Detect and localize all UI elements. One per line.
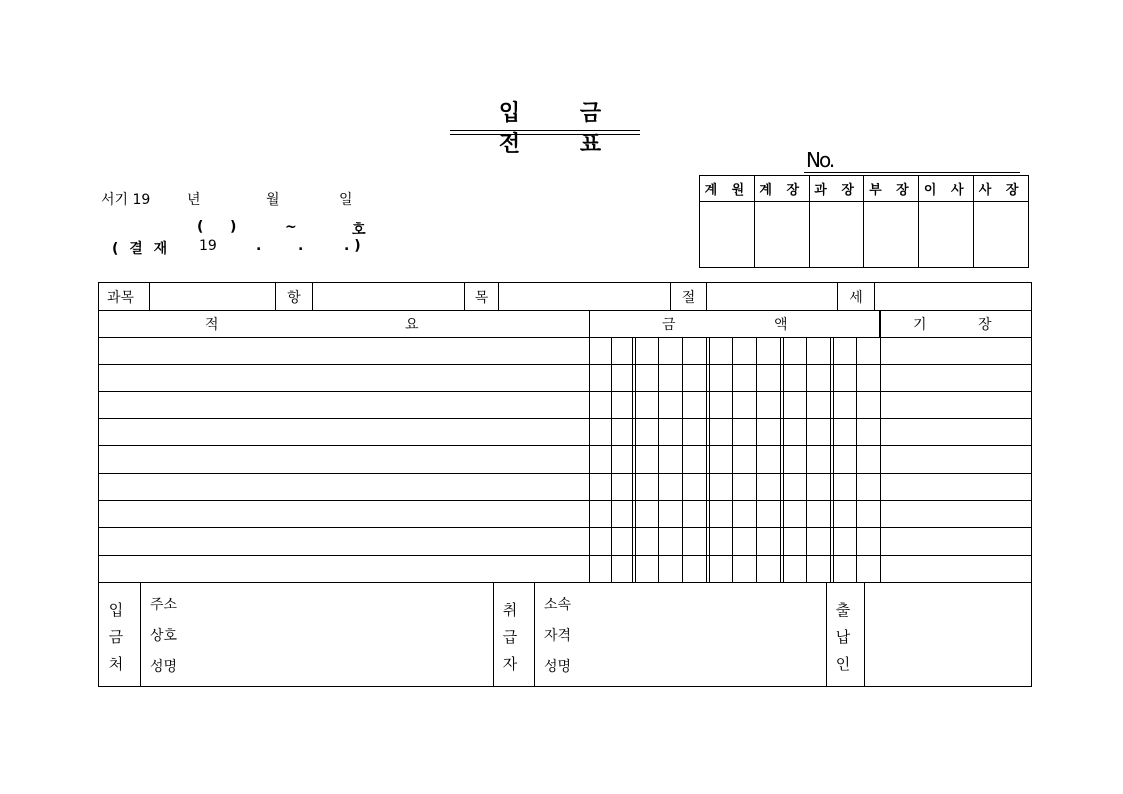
voucher-form (98, 282, 1032, 687)
summary-amount-divider (589, 310, 590, 583)
title-underline-bottom (450, 134, 640, 135)
handler-affiliation-label: 소속 (544, 597, 572, 613)
summary-header-yo: 요 (405, 316, 419, 333)
settle-year: 19 (199, 238, 217, 254)
digit-group-divider (709, 337, 710, 583)
approval-stamp-box[interactable] (919, 202, 974, 268)
amount-header (590, 310, 880, 337)
document-title: 입 금 전 표 (498, 101, 628, 157)
se-label: 세 (838, 283, 875, 310)
amount-header-geum: 금 (662, 316, 676, 333)
digit-divider (780, 337, 781, 583)
digit-divider (658, 337, 659, 583)
approval-header-clerk: 계 원 (700, 176, 755, 202)
payer-label-char: 입 (108, 601, 124, 619)
approval-header-president: 사 장 (974, 176, 1029, 202)
jeol-label: 절 (671, 283, 707, 310)
number-label: No. (806, 148, 834, 172)
gwamok-field[interactable] (150, 283, 276, 310)
entry-row[interactable] (99, 337, 1031, 365)
jeol-field[interactable] (707, 283, 838, 310)
summary-header-jeok: 적 (205, 316, 219, 333)
ledger-header (880, 310, 1031, 337)
footer-divider (534, 583, 535, 686)
ledger-header-gi: 기 (913, 316, 927, 333)
digit-group-divider (783, 337, 784, 583)
entry-row[interactable] (99, 364, 1031, 392)
entry-row[interactable] (99, 528, 1031, 556)
gwamok-label: 과목 (99, 283, 150, 310)
approval-header-section-head: 과 장 (809, 176, 864, 202)
digit-group-divider (635, 337, 636, 583)
cashier-label-char: 출 (835, 601, 851, 619)
approval-stamp-box[interactable] (809, 202, 864, 268)
title-underline-top (450, 130, 640, 131)
date-year-label: 년 (187, 192, 201, 208)
number-tilde: ~ (285, 219, 297, 235)
settle-dot-2: . (298, 238, 304, 254)
handler-info-field[interactable] (593, 587, 821, 682)
number-close-paren: ) (230, 219, 237, 235)
payer-label-char: 처 (108, 655, 124, 673)
number-line (804, 172, 1020, 173)
entry-row[interactable] (99, 555, 1031, 583)
entry-row[interactable] (99, 418, 1031, 446)
handler-label (500, 597, 520, 678)
cashier-label-char: 인 (835, 655, 851, 673)
handler-label-char: 취 (502, 601, 518, 619)
approval-table (699, 175, 1029, 268)
mok-label: 목 (465, 283, 499, 310)
date-day-label: 일 (339, 192, 353, 208)
digit-group-divider (833, 337, 834, 583)
digit-divider (682, 337, 683, 583)
digit-divider (806, 337, 807, 583)
entry-row[interactable] (99, 391, 1031, 419)
digit-divider (856, 337, 857, 583)
payer-label-char: 금 (108, 628, 124, 646)
handler-label-char: 자 (502, 655, 518, 673)
date-prefix: 서기 19 (101, 192, 151, 208)
number-open-paren: ( (197, 219, 204, 235)
approval-stamp-box[interactable] (700, 202, 755, 268)
se-field[interactable] (875, 283, 1031, 310)
digit-divider (830, 337, 831, 583)
hang-field[interactable] (313, 283, 465, 310)
footer-divider (826, 583, 827, 686)
settle-dot-1: . (256, 238, 262, 254)
digit-divider (611, 337, 612, 583)
handler-qualification-label: 자격 (544, 628, 572, 644)
cashier-seal-field[interactable] (867, 587, 1027, 682)
entry-row[interactable] (99, 446, 1031, 474)
entry-row[interactable] (99, 500, 1031, 528)
handler-label-char: 급 (502, 628, 518, 646)
digit-divider (706, 337, 707, 583)
digit-divider (756, 337, 757, 583)
summary-header (99, 310, 590, 337)
payer-name-label: 성명 (150, 659, 178, 675)
footer-divider (864, 583, 865, 686)
approval-stamp-box[interactable] (754, 202, 809, 268)
cashier-label-char: 납 (835, 628, 851, 646)
number-ho: 호 (352, 222, 366, 238)
digit-divider (632, 337, 633, 583)
column-header-row (99, 310, 1031, 338)
ledger-header-jang: 장 (978, 316, 992, 333)
digit-divider (732, 337, 733, 583)
footer-block (99, 583, 1031, 686)
payer-company-label: 상호 (150, 628, 178, 644)
hang-label: 항 (276, 283, 313, 310)
amount-header-aek: 액 (774, 316, 788, 333)
settle-end: . ) (344, 238, 361, 254)
approval-stamp-box[interactable] (864, 202, 919, 268)
payer-address-label: 주소 (150, 597, 178, 613)
approval-header-dept-head: 부 장 (864, 176, 919, 202)
footer-divider (493, 583, 494, 686)
approval-header-chief: 계 장 (754, 176, 809, 202)
entry-row[interactable] (99, 473, 1031, 501)
payer-label (106, 597, 126, 678)
mok-field[interactable] (499, 283, 671, 310)
amount-ledger-divider (880, 310, 881, 583)
date-month-label: 월 (266, 192, 280, 208)
cashier-label (833, 597, 853, 678)
approval-header-director: 이 사 (919, 176, 974, 202)
footer-divider (140, 583, 141, 686)
approval-stamp-box[interactable] (974, 202, 1029, 268)
handler-name-label: 성명 (544, 659, 572, 675)
settle-label: ( 결 재 (112, 241, 171, 257)
payer-info-field[interactable] (199, 587, 489, 682)
category-row (99, 283, 1031, 311)
